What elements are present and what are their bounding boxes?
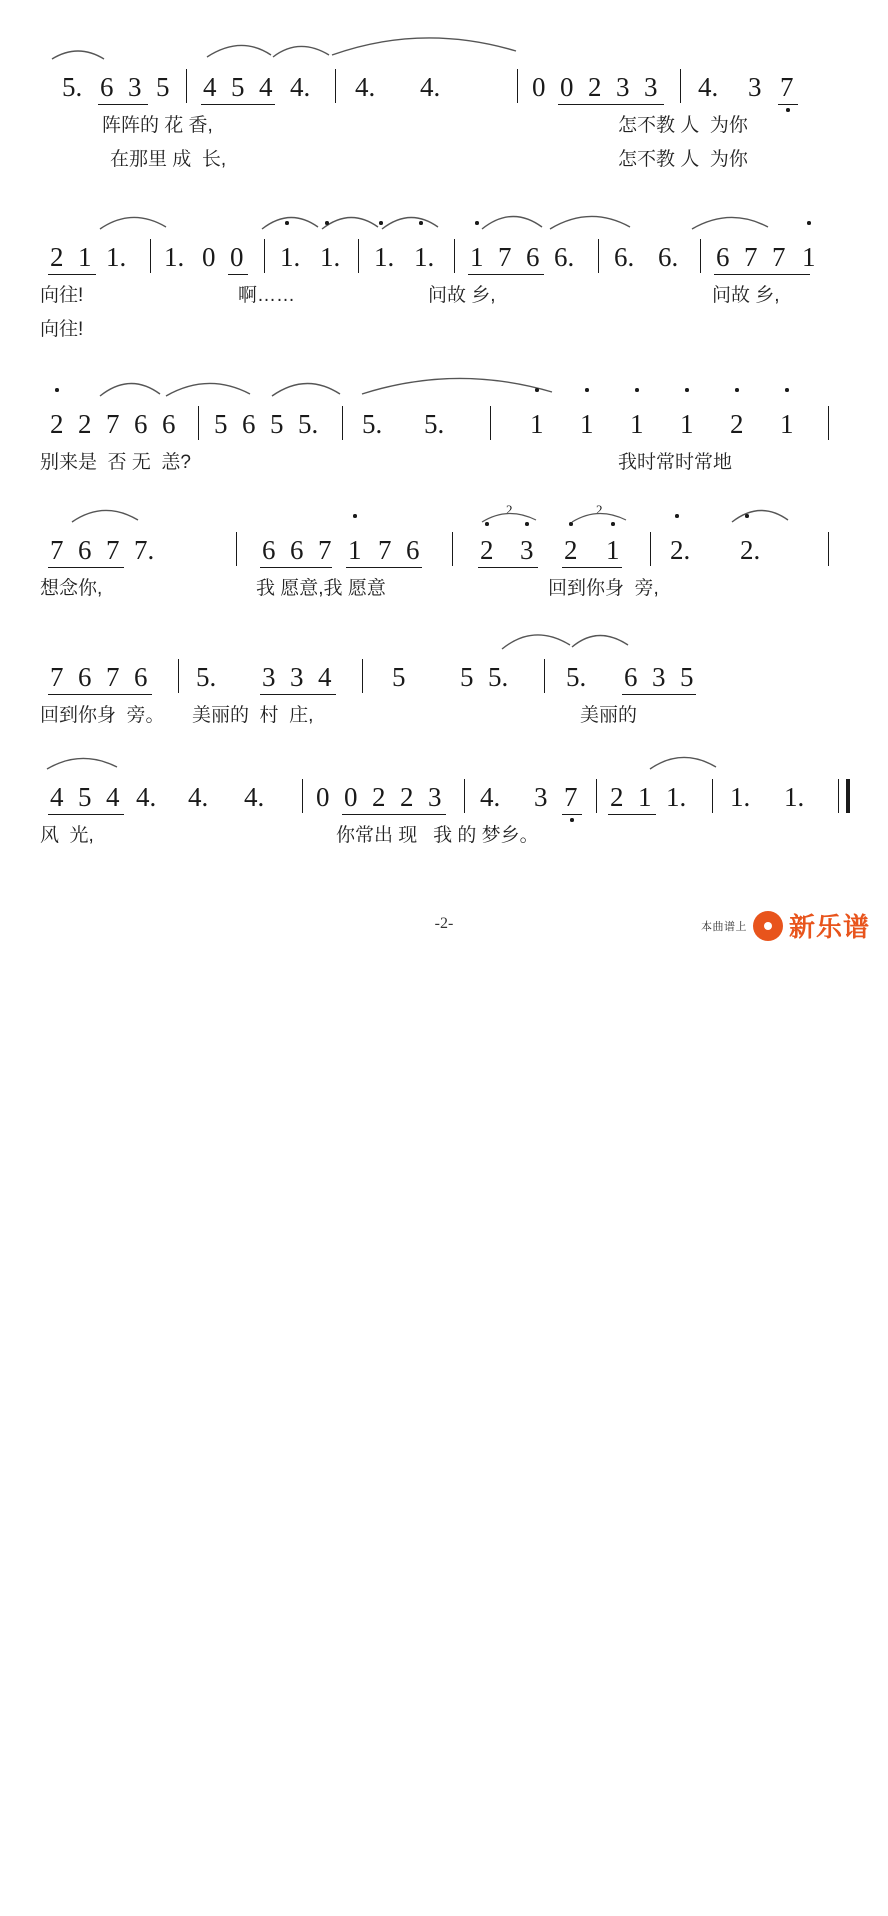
- note-token: 3: [748, 72, 762, 102]
- note-token: 2.: [670, 535, 691, 565]
- note-token: 1.: [320, 242, 341, 272]
- note-token: 2: [588, 72, 602, 102]
- slur-icon: [480, 508, 550, 526]
- octave-dot-high: [685, 388, 689, 392]
- barline: [712, 779, 713, 813]
- note-token: 1.: [106, 242, 127, 272]
- note-token: 1: [638, 782, 652, 812]
- music-system-2: [40, 225, 850, 339]
- note-token: 4.: [698, 72, 719, 102]
- lyric-text: 想念你,: [40, 578, 103, 599]
- note-token: 1: [680, 409, 694, 439]
- note-token: 7: [780, 72, 794, 102]
- note-token: 1: [348, 535, 362, 565]
- music-system-3: [40, 392, 850, 472]
- octave-dot-high: [611, 522, 615, 526]
- note-token: 7: [50, 662, 64, 692]
- barline: [302, 779, 303, 813]
- octave-dot-high: [379, 221, 383, 225]
- note-token: 7: [498, 242, 512, 272]
- note-token: 0: [532, 72, 546, 102]
- barline: [680, 69, 681, 103]
- note-token: 6: [526, 242, 540, 272]
- lyric-text: 我时常时常地: [618, 452, 733, 473]
- note-token: 1: [606, 535, 620, 565]
- note-token: 2: [78, 409, 92, 439]
- note-token: 6.: [658, 242, 679, 272]
- lyrics-row-6: [40, 811, 850, 845]
- octave-dot-high: [585, 388, 589, 392]
- lyric-text: 你常出 现 我 的 梦乡。: [336, 825, 539, 846]
- octave-dot-high: [485, 522, 489, 526]
- lyric-text: 怎不教 人 为你: [618, 149, 748, 170]
- barline: [700, 239, 701, 273]
- slur-icon: [730, 502, 820, 526]
- note-token: 2: [372, 782, 386, 812]
- lyrics-row-4: [40, 564, 850, 598]
- note-token: 3: [644, 72, 658, 102]
- note-token: 2: [564, 535, 578, 565]
- note-token: 2: [480, 535, 494, 565]
- note-token: 4: [50, 782, 64, 812]
- note-token: 0: [560, 72, 574, 102]
- note-token: 1.: [374, 242, 395, 272]
- lyric-text: 别来是 否 无 恙?: [40, 452, 191, 473]
- note-token: 6: [100, 72, 114, 102]
- note-token: 3: [534, 782, 548, 812]
- barline: [454, 239, 455, 273]
- octave-dot-high: [675, 514, 679, 518]
- note-token: 3: [652, 662, 666, 692]
- note-token: 5: [270, 409, 284, 439]
- octave-dot-high: [745, 514, 749, 518]
- note-token: 7: [564, 782, 578, 812]
- note-token: 5.: [424, 409, 445, 439]
- note-token: 5.: [298, 409, 319, 439]
- note-token: 5: [214, 409, 228, 439]
- notation-row-3: [40, 392, 850, 438]
- slur-icon: [570, 508, 640, 526]
- lyric-text: 美丽的: [580, 705, 638, 726]
- slur-icon: [260, 209, 460, 233]
- note-token: 3: [262, 662, 276, 692]
- note-token: 2: [50, 242, 64, 272]
- triplet-label: 2: [596, 502, 603, 517]
- final-barline-thick: [846, 779, 850, 813]
- note-token: 7: [772, 242, 786, 272]
- barline: [150, 239, 151, 273]
- barline: [490, 406, 491, 440]
- note-token: 7: [50, 535, 64, 565]
- music-system-1: [40, 55, 850, 169]
- final-barline-thin: [838, 779, 839, 813]
- slur-icon: [98, 374, 268, 400]
- octave-dot-high: [525, 522, 529, 526]
- notation-row-4: [40, 502, 850, 565]
- note-token: 7.: [134, 535, 155, 565]
- site-watermark: [701, 907, 870, 944]
- note-token: 6: [78, 535, 92, 565]
- note-token: 1.: [280, 242, 301, 272]
- lyric-text: 啊……: [238, 285, 296, 306]
- octave-dot-high: [535, 388, 539, 392]
- note-token: 1: [630, 409, 644, 439]
- lyric-text: 回到你身 旁。: [40, 705, 165, 726]
- barline: [186, 69, 187, 103]
- barline: [828, 406, 829, 440]
- slur-icon: [480, 207, 650, 233]
- note-token: 7: [378, 535, 392, 565]
- note-token: 1: [580, 409, 594, 439]
- lyrics-row-2a: [40, 271, 850, 305]
- lyrics-row-1a: [40, 101, 850, 135]
- note-token: 6: [242, 409, 256, 439]
- barline: [236, 532, 237, 566]
- note-token: 5: [680, 662, 694, 692]
- note-token: 6.: [614, 242, 635, 272]
- vinyl-record-icon: [753, 911, 783, 941]
- brand-name: 新乐谱: [788, 912, 870, 942]
- note-token: 6: [716, 242, 730, 272]
- note-token: 5.: [488, 662, 509, 692]
- note-token: 4: [106, 782, 120, 812]
- slur-icon: [98, 209, 188, 233]
- lyric-text: 我 愿意,我 愿意: [256, 578, 386, 599]
- note-token: 7: [106, 409, 120, 439]
- note-token: 1: [470, 242, 484, 272]
- slur-icon: [205, 35, 335, 61]
- note-token: 1.: [164, 242, 185, 272]
- notation-row-5: [40, 645, 850, 691]
- lyrics-row-5: [40, 691, 850, 725]
- lyric-text: 在那里 成 长,: [110, 149, 227, 170]
- slur-icon: [45, 751, 145, 773]
- lyric-text: 美丽的 村 庄,: [192, 705, 314, 726]
- note-token: 5.: [362, 409, 383, 439]
- note-token: 0: [202, 242, 216, 272]
- slur-icon: [690, 209, 820, 233]
- note-token: 4.: [136, 782, 157, 812]
- lyric-text: 风 光,: [40, 825, 94, 846]
- octave-dot-high: [635, 388, 639, 392]
- barline: [828, 532, 829, 566]
- lyric-text: 怎不教 人 为你: [618, 115, 748, 136]
- barline: [544, 659, 545, 693]
- note-token: 3: [616, 72, 630, 102]
- note-token: 7: [106, 662, 120, 692]
- note-token: 5: [231, 72, 245, 102]
- triplet-label: 2: [506, 502, 513, 517]
- note-token: 5: [460, 662, 474, 692]
- lyrics-row-2b: [40, 305, 850, 339]
- note-token: 4.: [290, 72, 311, 102]
- note-token: 1: [530, 409, 544, 439]
- note-token: 1: [780, 409, 794, 439]
- barline: [178, 659, 179, 693]
- barline: [517, 69, 518, 103]
- note-token: 6.: [554, 242, 575, 272]
- note-token: 3: [290, 662, 304, 692]
- octave-dot-high: [807, 221, 811, 225]
- note-token: 6: [134, 662, 148, 692]
- slur-icon: [70, 502, 160, 526]
- note-token: 6: [624, 662, 638, 692]
- note-token: 7: [318, 535, 332, 565]
- note-token: 3: [520, 535, 534, 565]
- barline: [598, 239, 599, 273]
- note-token: 7: [106, 535, 120, 565]
- page-number: -2-: [434, 915, 454, 932]
- lyric-text: 向往!: [40, 319, 84, 340]
- note-token: 0: [316, 782, 330, 812]
- barline: [342, 406, 343, 440]
- octave-dot-high: [55, 388, 59, 392]
- note-token: 1.: [730, 782, 751, 812]
- note-token: 2: [50, 409, 64, 439]
- barline: [358, 239, 359, 273]
- note-token: 4: [318, 662, 332, 692]
- note-token: 5: [156, 72, 170, 102]
- octave-dot-high: [285, 221, 289, 225]
- note-token: 5.: [196, 662, 217, 692]
- barline: [650, 532, 651, 566]
- slur-icon: [330, 29, 520, 59]
- note-token: 3: [428, 782, 442, 812]
- octave-dot-high: [475, 221, 479, 225]
- octave-dot-high: [735, 388, 739, 392]
- note-token: 5.: [566, 662, 587, 692]
- music-system-6: [40, 765, 850, 845]
- note-token: 4: [259, 72, 273, 102]
- note-token: 2.: [740, 535, 761, 565]
- note-token: 1.: [784, 782, 805, 812]
- music-system-5: [40, 645, 850, 725]
- note-token: 6: [406, 535, 420, 565]
- lyric-text: 阵阵的 花 香,: [102, 115, 213, 136]
- note-token: 6: [162, 409, 176, 439]
- note-token: 0: [344, 782, 358, 812]
- note-token: 4.: [244, 782, 265, 812]
- note-token: 5: [392, 662, 406, 692]
- note-token: 6: [262, 535, 276, 565]
- octave-dot-high: [785, 388, 789, 392]
- lyric-text: 问故 乡,: [428, 285, 496, 306]
- slur-icon: [500, 625, 640, 653]
- lyric-text: 问故 乡,: [712, 285, 780, 306]
- barline: [362, 659, 363, 693]
- octave-dot-high: [569, 522, 573, 526]
- note-token: 4.: [480, 782, 501, 812]
- music-system-4: [40, 502, 850, 599]
- note-token: 1.: [666, 782, 687, 812]
- note-token: 1: [78, 242, 92, 272]
- slur-icon: [648, 749, 758, 773]
- lyrics-row-3: [40, 438, 850, 472]
- note-token: 6: [134, 409, 148, 439]
- lyric-text: 回到你身 旁,: [548, 578, 659, 599]
- note-token: 6: [78, 662, 92, 692]
- lyrics-row-1b: [40, 135, 850, 169]
- notation-row-1: [40, 55, 850, 101]
- note-token: 4: [203, 72, 217, 102]
- note-token: 4.: [188, 782, 209, 812]
- octave-dot-high: [353, 514, 357, 518]
- lyric-text: 向往!: [40, 285, 84, 306]
- barline: [198, 406, 199, 440]
- credit-text: 本曲谱上: [700, 920, 747, 933]
- note-token: 6: [290, 535, 304, 565]
- barline: [452, 532, 453, 566]
- note-token: 5.: [62, 72, 83, 102]
- note-token: 4.: [355, 72, 376, 102]
- note-token: 1: [802, 242, 816, 272]
- barline: [335, 69, 336, 103]
- note-token: 5: [78, 782, 92, 812]
- octave-dot-high: [419, 221, 423, 225]
- note-token: 2: [610, 782, 624, 812]
- note-token: 3: [128, 72, 142, 102]
- barline: [464, 779, 465, 813]
- barline: [596, 779, 597, 813]
- octave-dot-high: [325, 221, 329, 225]
- slur-icon: [50, 43, 110, 63]
- note-token: 2: [400, 782, 414, 812]
- note-token: 2: [730, 409, 744, 439]
- slur-icon: [360, 370, 560, 398]
- note-token: 4.: [420, 72, 441, 102]
- note-token: 1.: [414, 242, 435, 272]
- notation-row-2: [40, 225, 850, 271]
- notation-row-6: [40, 765, 850, 811]
- note-token: 0: [230, 242, 244, 272]
- note-token: 7: [744, 242, 758, 272]
- barline: [264, 239, 265, 273]
